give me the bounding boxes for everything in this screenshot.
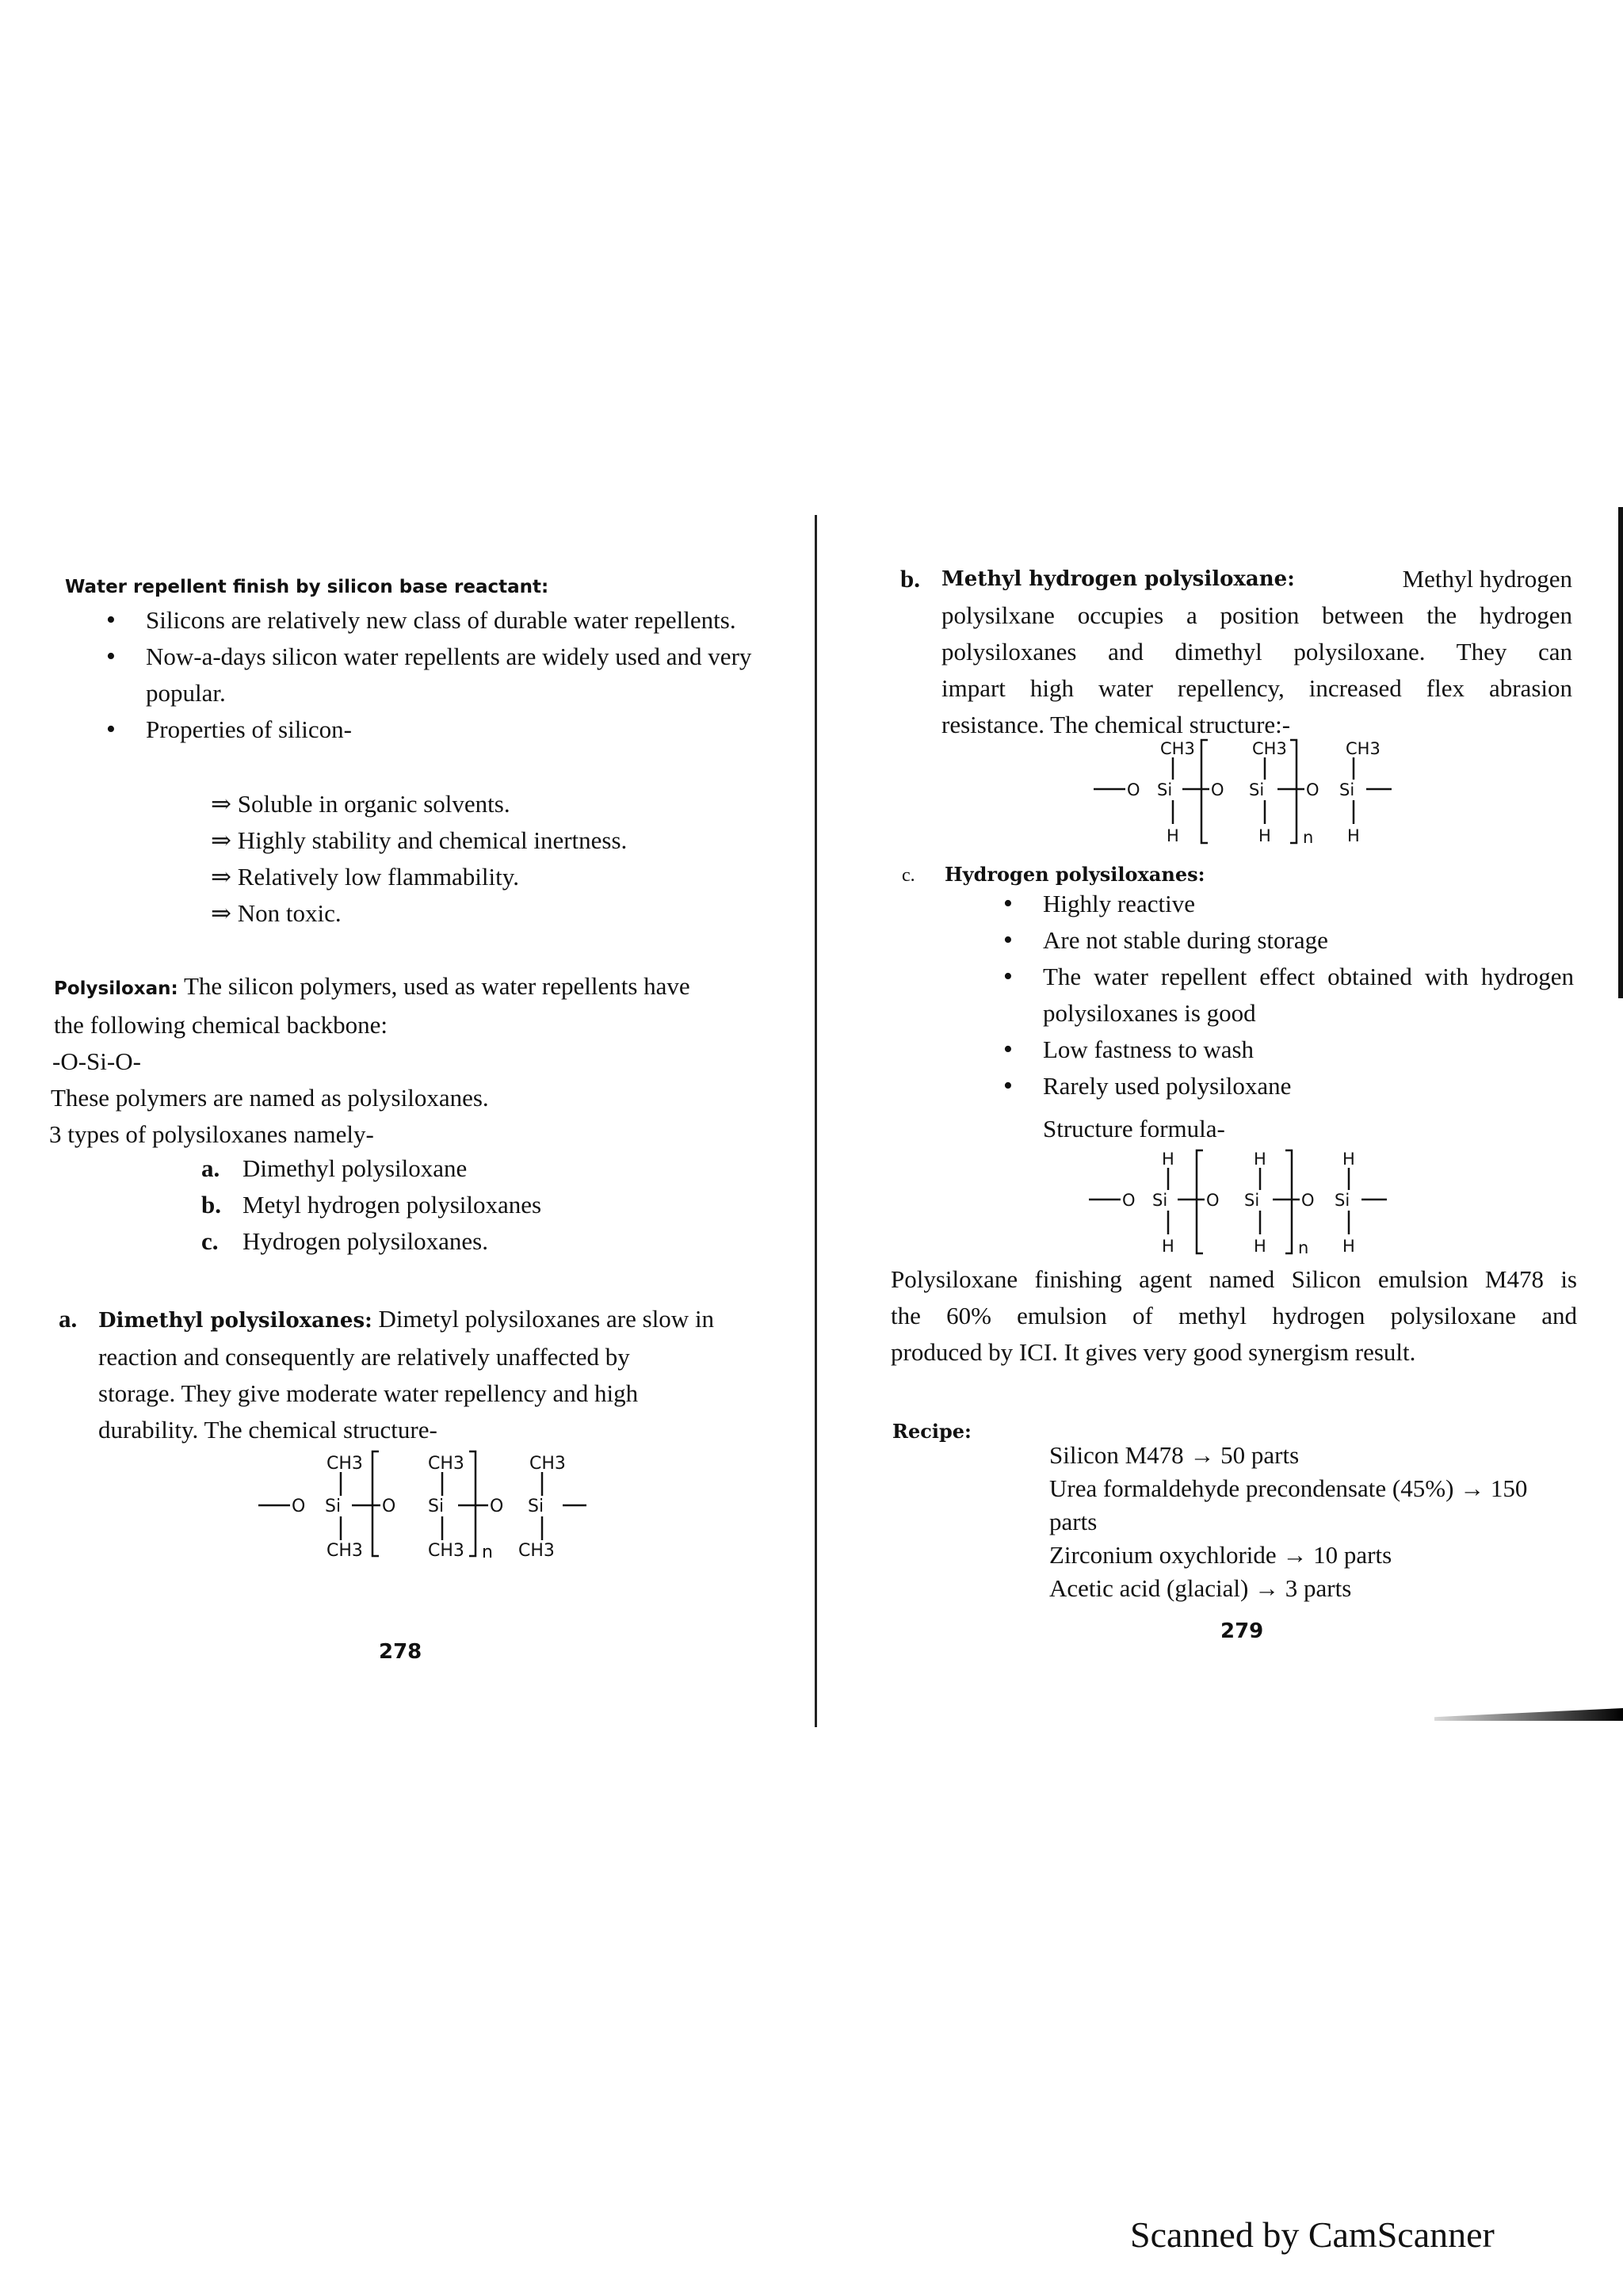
structure-atom: Si: [1249, 780, 1265, 799]
dimethyl-text: durability. The chemical structure-: [98, 1416, 437, 1444]
structure-atom: O: [382, 1497, 396, 1516]
structure-atom: O: [1127, 780, 1140, 799]
hydrogen-letter: c.: [902, 865, 915, 886]
recipe-item: Zirconium oxychloride → 10 parts: [1049, 1541, 1392, 1569]
structure-bottom-group: H: [1254, 1237, 1266, 1256]
property-item: ⇒ Soluble in organic solvents.: [211, 790, 510, 818]
list-item: • Silicons are relatively new class of durable water repellents.: [146, 602, 764, 639]
dimethyl-text: Dimetyl polysiloxanes are slow in: [378, 1305, 715, 1333]
list-item: • Highly reactive: [1043, 886, 1574, 922]
dimethyl-text: reaction and consequently are relatively unaffected by: [98, 1343, 630, 1371]
structure-atom: O: [1206, 1191, 1220, 1210]
type-item: b. Metyl hydrogen polysiloxanes: [201, 1191, 542, 1219]
structure-atom: O: [1301, 1191, 1315, 1210]
section-title: Water repellent finish by silicon base reactant:: [65, 577, 549, 597]
camscanner-watermark: Scanned by CamScanner: [1130, 2214, 1495, 2255]
type-item: a. Dimethyl polysiloxane: [201, 1154, 468, 1182]
backbone-formula: -O-Si-O-: [52, 1047, 141, 1075]
hydrogen-structure-diagram: [1089, 1146, 1390, 1258]
structure-bottom-group: H: [1347, 826, 1360, 845]
list-item: • Are not stable during storage: [1043, 922, 1574, 959]
type-item: c. Hydrogen polysiloxanes.: [201, 1227, 488, 1255]
finishing-agent-paragraph: [891, 1261, 1577, 1371]
polysiloxan-paragraph: [49, 968, 767, 1153]
recipe-item: parts: [1049, 1508, 1098, 1535]
finishing-text: Polysiloxane finishing agent named Silicon emulsion M478 is: [891, 1265, 1577, 1293]
finishing-text: produced by ICI. It gives very good synergism result.: [891, 1338, 1416, 1366]
structure-atom: Si: [528, 1497, 544, 1516]
structure-top-group: CH3: [529, 1454, 566, 1474]
structure-atom: O: [1306, 780, 1319, 799]
structure-top-group: H: [1342, 1150, 1355, 1169]
dimethyl-paragraph: [59, 1301, 764, 1448]
structure-atom: O: [292, 1497, 306, 1516]
recipe-item: Urea formaldehyde precondensate (45%) → 150: [1049, 1474, 1528, 1502]
structure-atom: Si: [1339, 780, 1355, 799]
methyl-letter: b.: [900, 565, 920, 593]
structure-bottom-group: H: [1258, 826, 1271, 845]
list-item: • The water repellent effect obtained with hydrogen polysiloxanes is good: [1043, 959, 1574, 1032]
structure-atom: O: [490, 1497, 504, 1516]
recipe-list: [1049, 1439, 1527, 1605]
structure-atom: Si: [1157, 780, 1173, 799]
structure-bottom-group: H: [1167, 826, 1179, 845]
structure-subscript-n: n: [1298, 1238, 1309, 1257]
recipe-item: Acetic acid (glacial) → 3 parts: [1049, 1574, 1352, 1602]
methyl-hydrogen-paragraph: [900, 561, 1572, 743]
list-item: • Low fastness to wash: [1043, 1032, 1574, 1068]
methyl-text: polysilxane occupies a position between the hydrogen: [941, 601, 1572, 629]
structure-top-group: CH3: [327, 1454, 363, 1474]
structure-bottom-group: H: [1162, 1237, 1174, 1256]
page-edge-shadow: [1434, 1708, 1623, 1721]
methyl-text: impart high water repellency, increased flex abrasion: [941, 674, 1572, 702]
recipe-label: Recipe:: [892, 1420, 972, 1443]
methyl-text: Methyl hydrogen: [1402, 565, 1572, 593]
hydrogen-title: Hydrogen polysiloxanes:: [945, 863, 1205, 886]
structure-atom: Si: [1335, 1191, 1350, 1210]
structure-bottom-group: CH3: [428, 1541, 464, 1561]
list-item: • Rarely used polysiloxane: [1043, 1068, 1574, 1104]
silicon-bullet-list: [146, 602, 764, 748]
structure-top-group: CH3: [1160, 739, 1195, 758]
structure-bottom-group: H: [1342, 1237, 1355, 1256]
list-item: • Now-a-days silicon water repellents are widely used and very popular.: [146, 639, 764, 711]
structure-subscript-n: n: [1303, 828, 1314, 847]
recipe-item: Silicon M478 → 50 parts: [1049, 1441, 1300, 1469]
finishing-text: the 60% emulsion of methyl hydrogen polysiloxane and: [891, 1302, 1577, 1329]
structure-top-group: H: [1254, 1150, 1266, 1169]
property-item: ⇒ Relatively low flammability.: [211, 863, 519, 891]
structure-atom: Si: [1244, 1191, 1260, 1210]
polysiloxan-text: the following chemical backbone:: [54, 1011, 388, 1039]
methyl-hydrogen-structure-diagram: [1094, 735, 1395, 851]
structure-subscript-n: n: [482, 1543, 493, 1562]
structure-atom: O: [1211, 780, 1224, 799]
property-item: ⇒ Non toxic.: [211, 899, 342, 927]
dimethyl-structure-diagram: [254, 1447, 586, 1566]
list-item: • Properties of silicon-: [146, 711, 764, 748]
structure-formula-label: Structure formula-: [1043, 1115, 1225, 1142]
page-edge-mark: [1618, 507, 1623, 998]
polysiloxan-label: Polysiloxan:: [54, 978, 178, 999]
hydrogen-bullet-list: [1043, 886, 1574, 1104]
property-item: ⇒ Highly stability and chemical inertness.: [211, 826, 628, 854]
structure-bottom-group: CH3: [327, 1541, 363, 1561]
page-number-right: 279: [1220, 1619, 1264, 1643]
page-gutter-line: [815, 515, 817, 1727]
structure-atom: Si: [428, 1497, 445, 1516]
types-list: [201, 1150, 541, 1260]
structure-top-group: CH3: [1252, 739, 1287, 758]
methyl-text: resistance. The chemical structure:-: [941, 711, 1291, 738]
methyl-text: polysiloxanes and dimethyl polysiloxane. They can: [941, 638, 1572, 666]
dimethyl-title: Dimethyl polysiloxanes:: [98, 1309, 372, 1333]
silicon-properties: [211, 786, 627, 932]
structure-top-group: CH3: [428, 1454, 464, 1474]
polysiloxan-text: The silicon polymers, used as water repellents have: [183, 972, 690, 1000]
dimethyl-text: storage. They give moderate water repellency and high: [98, 1379, 639, 1407]
page-number-left: 278: [379, 1640, 422, 1664]
structure-atom: Si: [1152, 1191, 1168, 1210]
structure-top-group: CH3: [1346, 739, 1381, 758]
structure-atom: O: [1122, 1191, 1136, 1210]
types-intro: 3 types of polysiloxanes namely-: [49, 1120, 374, 1148]
methyl-title: Methyl hydrogen polysiloxane:: [941, 567, 1295, 591]
dimethyl-letter: a.: [59, 1305, 78, 1333]
structure-bottom-group: CH3: [518, 1541, 555, 1561]
named-text: These polymers are named as polysiloxanes.: [51, 1084, 489, 1112]
structure-atom: Si: [325, 1497, 342, 1516]
structure-top-group: H: [1162, 1150, 1174, 1169]
